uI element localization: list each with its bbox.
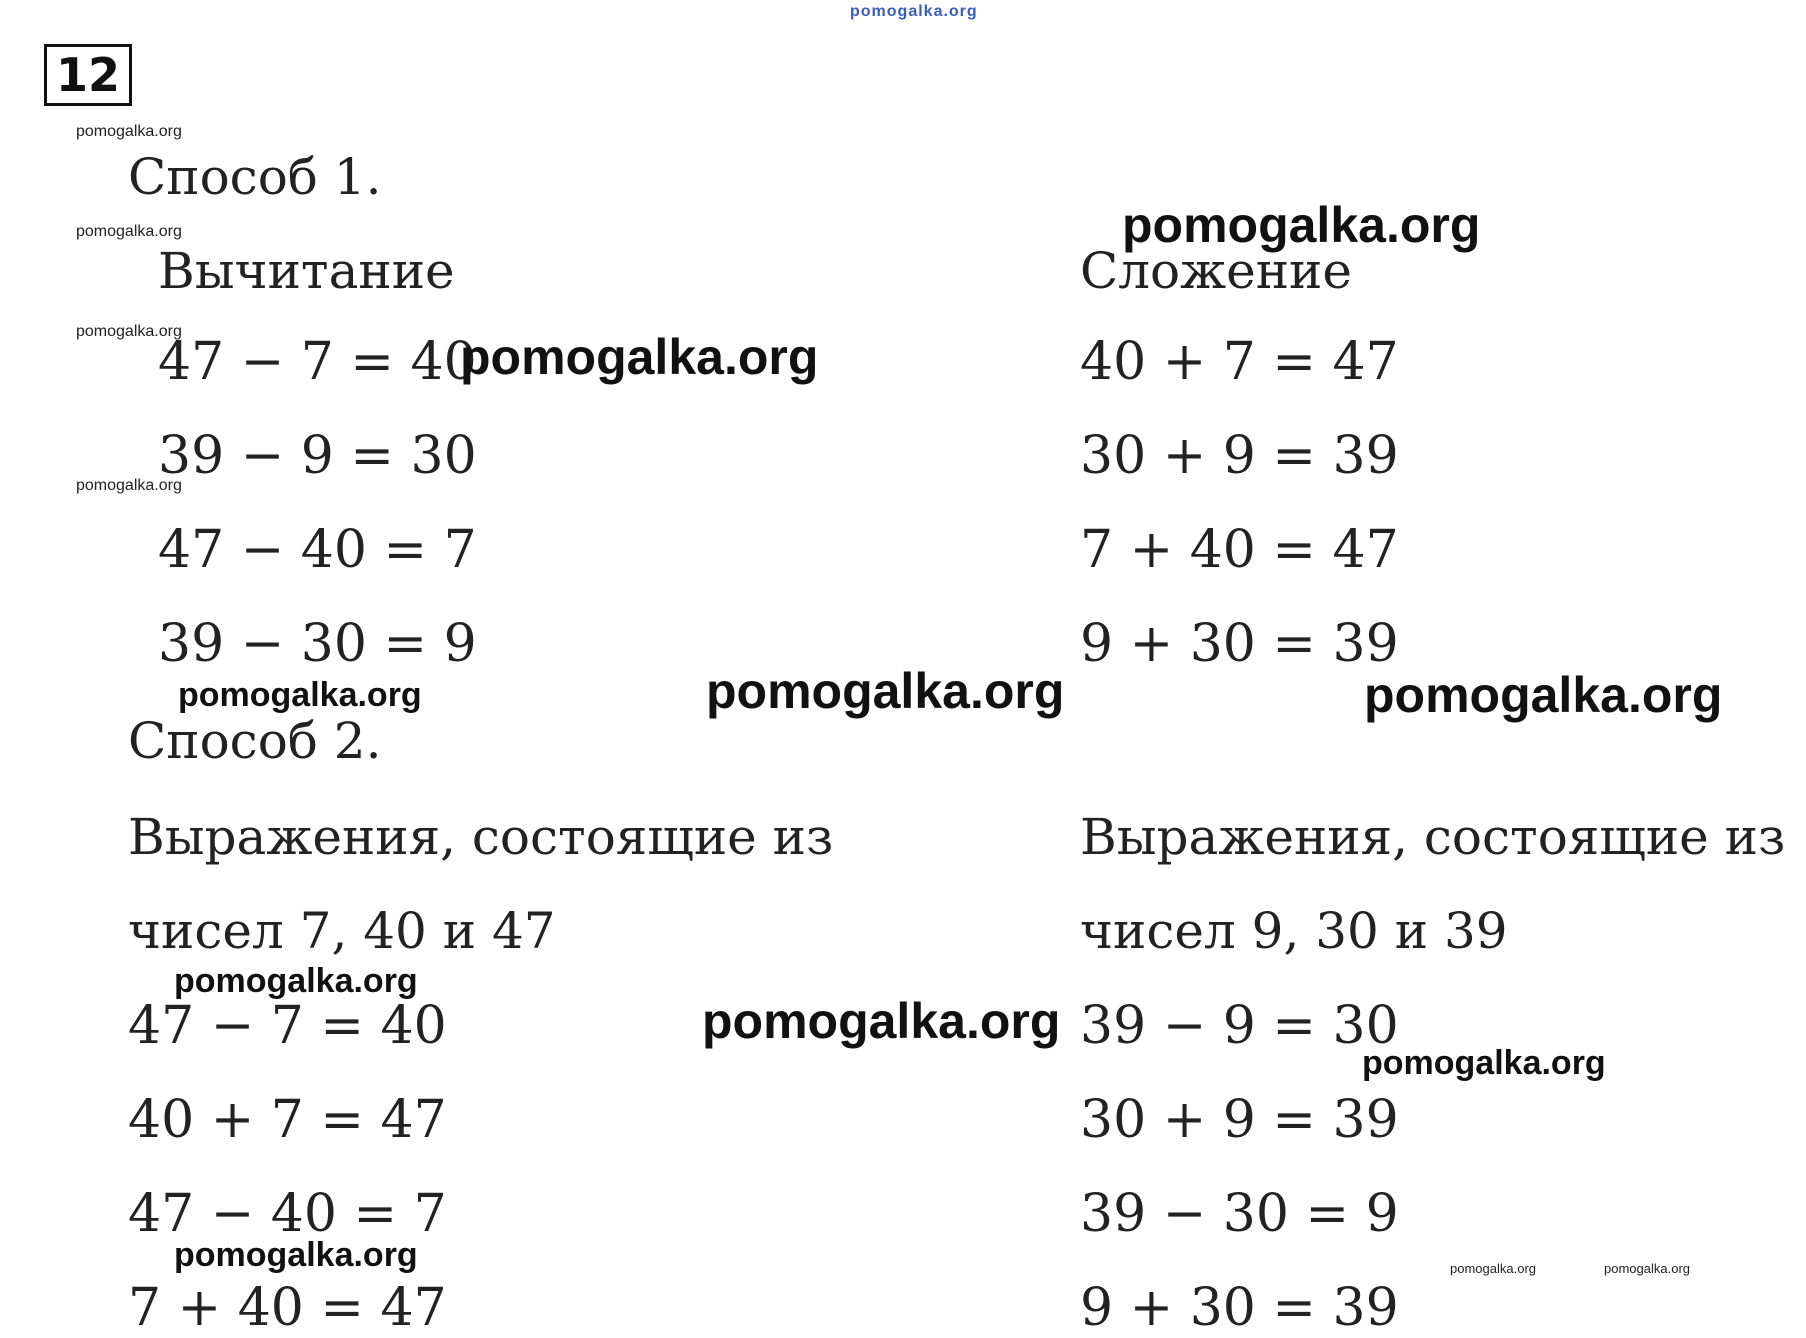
method1-right-eq-4: 9 + 30 = 39	[1080, 614, 1399, 674]
watermark: pomogalka.org	[1364, 667, 1723, 723]
method2-right-eq-3: 39 − 30 = 9	[1080, 1184, 1399, 1244]
watermark: pomogalka.org	[76, 123, 182, 140]
method2-right-eq-4: 9 + 30 = 39	[1080, 1278, 1399, 1338]
watermark: pomogalka.org	[460, 329, 819, 385]
watermark: pomogalka.org	[76, 223, 182, 240]
method2-right-heading-1: Выражения, состоящие из	[1080, 808, 1786, 866]
method1-right-eq-3: 7 + 40 = 47	[1080, 520, 1399, 580]
watermark: pomogalka.org	[178, 676, 422, 714]
task-number: 12	[44, 44, 132, 106]
method1-left-heading: Вычитание	[158, 242, 455, 300]
watermark: pomogalka.org	[1122, 197, 1481, 253]
method2-left-heading-1: Выражения, состоящие из	[128, 808, 834, 866]
watermark: pomogalka.org	[76, 477, 182, 494]
method2-right-eq-2: 30 + 9 = 39	[1080, 1090, 1399, 1150]
watermark-top: pomogalka.org	[850, 3, 978, 20]
watermark: pomogalka.org	[1450, 1261, 1536, 1276]
method2-left-heading-2: чисел 7, 40 и 47	[128, 902, 556, 960]
watermark: pomogalka.org	[1604, 1261, 1690, 1276]
watermark: pomogalka.org	[174, 962, 418, 1000]
method1-left-eq-3: 47 − 40 = 7	[158, 520, 477, 580]
method1-left-eq-4: 39 − 30 = 9	[158, 614, 477, 674]
method1-right-heading: Сложение	[1080, 242, 1352, 300]
method2-left-eq-3: 47 − 40 = 7	[128, 1184, 447, 1244]
method1-right-eq-2: 30 + 9 = 39	[1080, 426, 1399, 486]
method2-right-eq-1: 39 − 9 = 30	[1080, 996, 1399, 1056]
method2-left-eq-4: 7 + 40 = 47	[128, 1278, 447, 1338]
watermark: pomogalka.org	[174, 1236, 418, 1274]
method2-left-eq-2: 40 + 7 = 47	[128, 1090, 447, 1150]
method2-left-eq-1: 47 − 7 = 40	[128, 996, 447, 1056]
watermark: pomogalka.org	[702, 993, 1061, 1049]
method1-right-eq-1: 40 + 7 = 47	[1080, 332, 1399, 392]
watermark: pomogalka.org	[706, 663, 1065, 719]
method2-right-heading-2: чисел 9, 30 и 39	[1080, 902, 1508, 960]
watermark: pomogalka.org	[76, 323, 182, 340]
method1-left-eq-1: 47 − 7 = 40	[158, 332, 477, 392]
watermark: pomogalka.org	[1362, 1044, 1606, 1082]
method1-left-eq-2: 39 − 9 = 30	[158, 426, 477, 486]
method2-title: Способ 2.	[128, 712, 382, 770]
method1-title: Способ 1.	[128, 148, 382, 206]
